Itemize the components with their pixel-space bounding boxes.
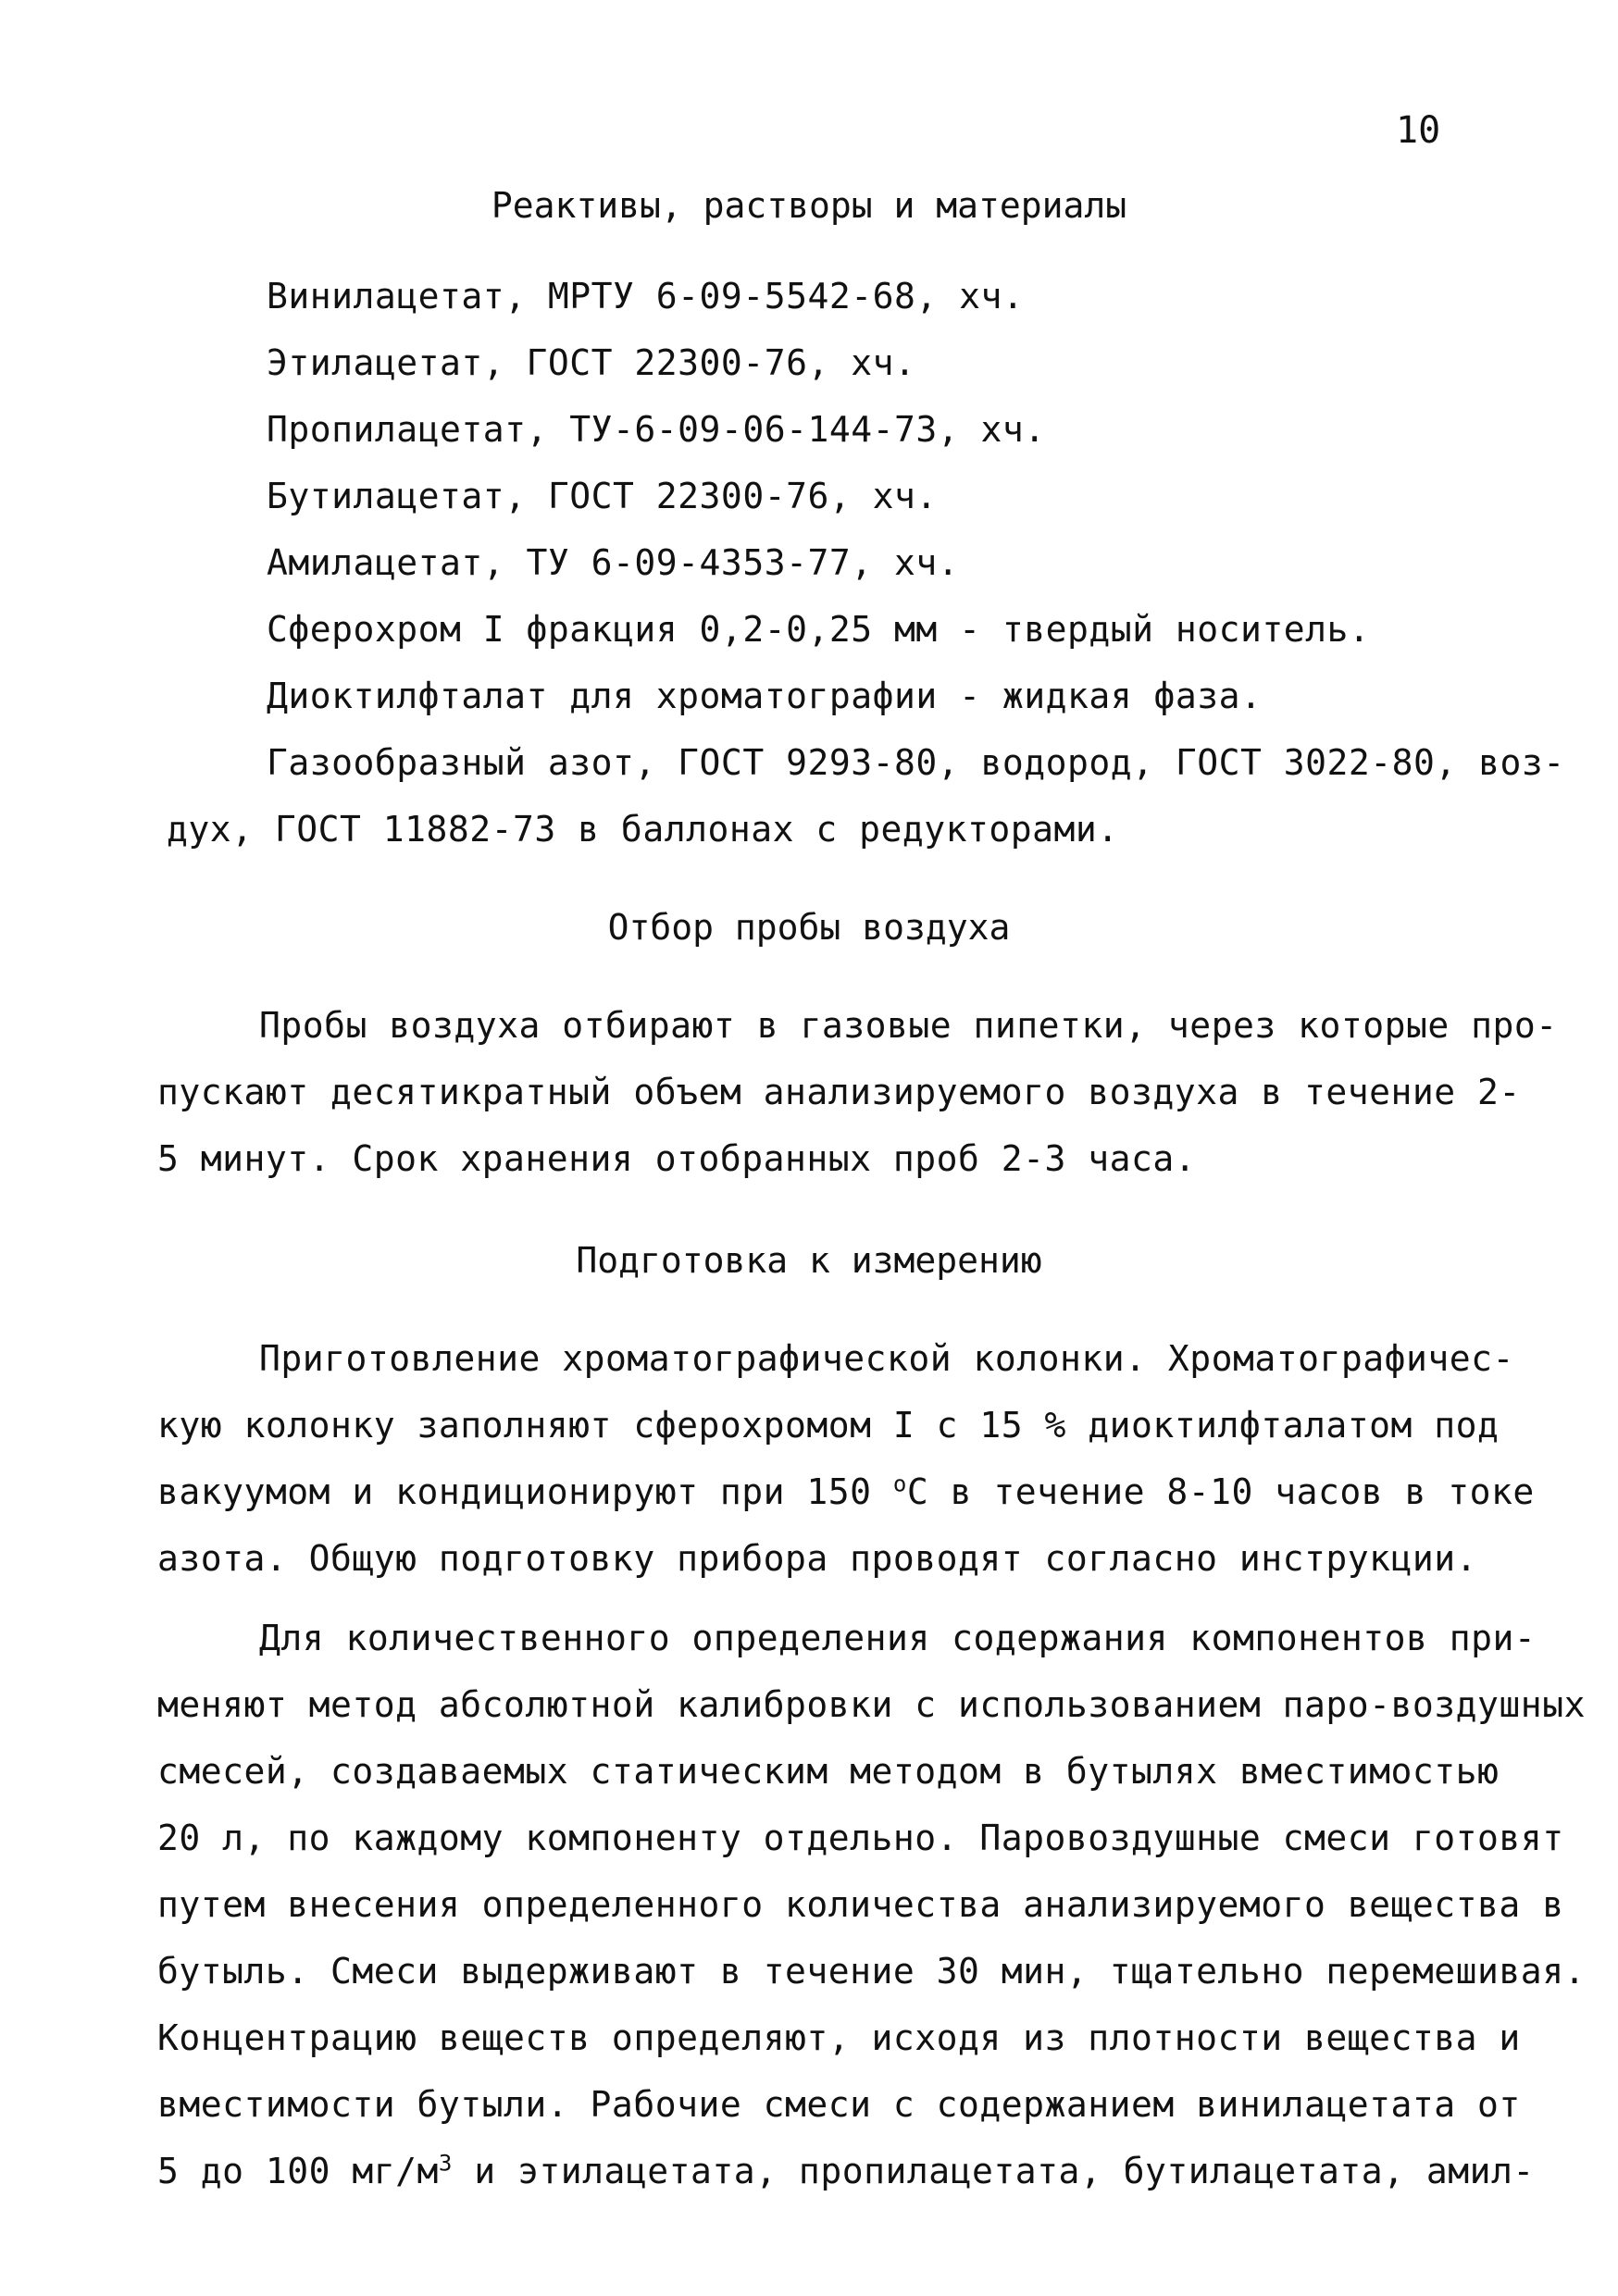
paragraph-line: Концентрацию веществ определяют, исходя из плотности вещества и xyxy=(157,2017,1521,2058)
page-number: 10 xyxy=(1396,109,1441,152)
paragraph-line: 5 минут. Срок хранения отобранных проб 2-3 часа. xyxy=(157,1138,1197,1179)
reagent-gas-line: Газообразный азот, ГОСТ 9293-80, водород, ГОСТ 3022-80, воз- xyxy=(267,742,1565,783)
paragraph-line: Для количественного определения содержания компонентов при- xyxy=(259,1618,1537,1658)
paragraph-line: Пробы воздуха отбирают в газовые пипетки, через которые про- xyxy=(259,1005,1558,1046)
paragraph-line: меняют метод абсолютной калибровки с использованием паро-воздушных xyxy=(157,1684,1586,1725)
paragraph-line xyxy=(157,2151,1535,2191)
reagent-item: Диоктилфталат для хроматографии - жидкая фаза. xyxy=(267,676,1263,716)
paragraph-line: 20 л, по каждому компоненту отдельно. Паровоздушные смеси готовят xyxy=(157,1818,1564,1858)
paragraph-line: смесей, создаваемых статическим методом в бутылях вместимостью xyxy=(157,1751,1500,1792)
paragraph-line: кую колонку заполняют сферохромом I с 15 % диоктилфталатом под xyxy=(157,1405,1500,1446)
reagent-item: Амилацетат, ТУ 6-09-4353-77, хч. xyxy=(267,542,960,583)
paragraph-line: бутыль. Смеси выдерживают в течение 30 мин, тщательно перемешивая. xyxy=(157,1951,1586,1992)
text-segment: вакуумом и кондиционируют при 150 xyxy=(157,1471,872,1512)
reagent-item: Винилацетат, МРТУ 6-09-5542-68, хч. xyxy=(267,276,1025,316)
paragraph-line: путем внесения определенного количества анализируемого вещества в xyxy=(157,1884,1564,1925)
paragraph-line: Приготовление хроматографической колонки. Хроматографичес- xyxy=(259,1338,1514,1379)
text-segment: и этилацетата, пропилацетата, бутилацетата, амил- xyxy=(474,2151,1535,2191)
section-title-sampling: Отбор пробы воздуха xyxy=(607,907,1011,948)
paragraph-line xyxy=(157,1471,1535,1512)
paragraph-line: вместимости бутыли. Рабочие смеси с содержанием винилацетата от xyxy=(157,2084,1521,2125)
degree-superscript: о xyxy=(892,1471,907,1497)
section-title-preparation: Подготовка к измерению xyxy=(576,1240,1042,1281)
paragraph-line: пускают десятикратный объем анализируемого воздуха в течение 2- xyxy=(157,1072,1521,1112)
reagent-item: Сферохром I фракция 0,2-0,25 мм - твердый носитель. xyxy=(267,609,1371,650)
cubic-superscript: 3 xyxy=(438,2150,453,2177)
reagent-item: Пропилацетат, ТУ-6-09-06-144-73, хч. xyxy=(267,409,1046,450)
paragraph-line: азота. Общую подготовку прибора проводят согласно инструкции. xyxy=(157,1538,1478,1579)
reagent-item: Этилацетат, ГОСТ 22300-76, хч. xyxy=(267,342,916,383)
reagent-item: Бутилацетат, ГОСТ 22300-76, хч. xyxy=(267,476,938,516)
text-segment: 5 до 100 мг/м xyxy=(157,2151,439,2191)
reagent-gas-line: дух, ГОСТ 11882-73 в баллонах с редукторами. xyxy=(167,809,1119,850)
text-segment: С в течение 8-10 часов в токе xyxy=(906,1471,1535,1512)
section-title-reagents: Реактивы, растворы и материалы xyxy=(491,185,1127,226)
